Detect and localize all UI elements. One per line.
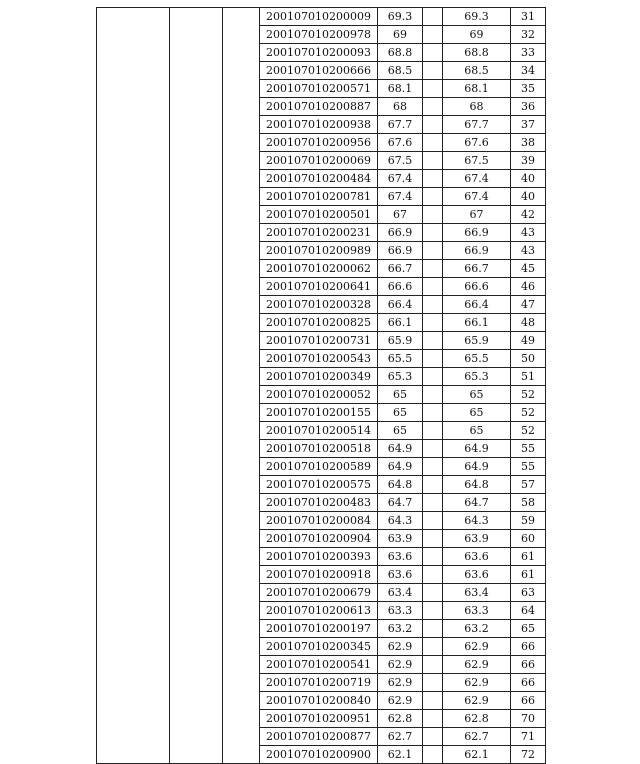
- candidate-id-cell: 200107010200543: [260, 350, 378, 368]
- blank-score-cell: [423, 638, 443, 656]
- score-cell: 67: [378, 206, 423, 224]
- candidate-id-cell: 200107010200781: [260, 188, 378, 206]
- score-cell: 63.6: [378, 548, 423, 566]
- score-cell: 68.8: [378, 44, 423, 62]
- total-score-cell: 64.9: [443, 458, 511, 476]
- candidate-id-cell: 200107010200197: [260, 620, 378, 638]
- blank-score-cell: [423, 170, 443, 188]
- blank-score-cell: [423, 80, 443, 98]
- rank-cell: 71: [511, 728, 546, 746]
- rank-cell: 34: [511, 62, 546, 80]
- blank-score-cell: [423, 44, 443, 62]
- score-cell: 63.4: [378, 584, 423, 602]
- candidate-id-cell: 200107010200349: [260, 368, 378, 386]
- blank-score-cell: [423, 98, 443, 116]
- rank-cell: 52: [511, 386, 546, 404]
- score-cell: 67.4: [378, 188, 423, 206]
- candidate-id-cell: 200107010200483: [260, 494, 378, 512]
- candidate-id-cell: 200107010200069: [260, 152, 378, 170]
- table-row: [97, 8, 546, 26]
- rank-cell: 57: [511, 476, 546, 494]
- blank-score-cell: [423, 602, 443, 620]
- rank-cell: 64: [511, 602, 546, 620]
- total-score-cell: 68.8: [443, 44, 511, 62]
- candidate-id-cell: 200107010200666: [260, 62, 378, 80]
- total-score-cell: 63.6: [443, 548, 511, 566]
- score-cell: 63.2: [378, 620, 423, 638]
- score-cell: 65: [378, 404, 423, 422]
- blank-score-cell: [423, 206, 443, 224]
- blank-score-cell: [423, 296, 443, 314]
- rank-cell: 31: [511, 8, 546, 26]
- total-score-cell: 65.9: [443, 332, 511, 350]
- score-cell: 66.9: [378, 224, 423, 242]
- score-cell: 67.6: [378, 134, 423, 152]
- total-score-cell: 66.9: [443, 224, 511, 242]
- total-score-cell: 62.9: [443, 692, 511, 710]
- candidate-id-cell: 200107010200951: [260, 710, 378, 728]
- total-score-cell: 66.7: [443, 260, 511, 278]
- total-score-cell: 65: [443, 386, 511, 404]
- score-cell: 63.3: [378, 602, 423, 620]
- score-cell: 63.9: [378, 530, 423, 548]
- total-score-cell: 69: [443, 26, 511, 44]
- blank-score-cell: [423, 62, 443, 80]
- score-cell: 64.9: [378, 458, 423, 476]
- candidate-id-cell: 200107010200840: [260, 692, 378, 710]
- blank-score-cell: [423, 692, 443, 710]
- rank-cell: 55: [511, 458, 546, 476]
- candidate-id-cell: 200107010200518: [260, 440, 378, 458]
- rank-cell: 72: [511, 746, 546, 764]
- candidate-id-cell: 200107010200904: [260, 530, 378, 548]
- blank-score-cell: [423, 152, 443, 170]
- score-cell: 65: [378, 422, 423, 440]
- rank-cell: 50: [511, 350, 546, 368]
- blank-score-cell: [423, 350, 443, 368]
- candidate-id-cell: 200107010200575: [260, 476, 378, 494]
- score-cell: 66.4: [378, 296, 423, 314]
- rank-cell: 65: [511, 620, 546, 638]
- total-score-cell: 64.9: [443, 440, 511, 458]
- candidate-id-cell: 200107010200978: [260, 26, 378, 44]
- total-score-cell: 63.2: [443, 620, 511, 638]
- rank-cell: 48: [511, 314, 546, 332]
- blank-score-cell: [423, 404, 443, 422]
- total-score-cell: 62.9: [443, 656, 511, 674]
- blank-score-cell: [423, 440, 443, 458]
- rank-cell: 43: [511, 224, 546, 242]
- blank-score-cell: [423, 674, 443, 692]
- total-score-cell: 67.7: [443, 116, 511, 134]
- blank-score-cell: [423, 530, 443, 548]
- total-score-cell: 68: [443, 98, 511, 116]
- total-score-cell: 62.9: [443, 674, 511, 692]
- rank-cell: 52: [511, 404, 546, 422]
- candidate-id-cell: 200107010200641: [260, 278, 378, 296]
- rank-cell: 36: [511, 98, 546, 116]
- total-score-cell: 64.8: [443, 476, 511, 494]
- rank-cell: 40: [511, 188, 546, 206]
- score-cell: 64.8: [378, 476, 423, 494]
- score-cell: 67.7: [378, 116, 423, 134]
- candidate-id-cell: 200107010200501: [260, 206, 378, 224]
- rank-cell: 47: [511, 296, 546, 314]
- score-cell: 62.1: [378, 746, 423, 764]
- total-score-cell: 68.1: [443, 80, 511, 98]
- candidate-id-cell: 200107010200877: [260, 728, 378, 746]
- candidate-id-cell: 200107010200679: [260, 584, 378, 602]
- candidate-id-cell: 200107010200900: [260, 746, 378, 764]
- blank-score-cell: [423, 26, 443, 44]
- total-score-cell: 64.3: [443, 512, 511, 530]
- score-cell: 64.9: [378, 440, 423, 458]
- candidate-id-cell: 200107010200541: [260, 656, 378, 674]
- blank-score-cell: [423, 188, 443, 206]
- rank-cell: 61: [511, 548, 546, 566]
- rank-cell: 66: [511, 638, 546, 656]
- rank-cell: 51: [511, 368, 546, 386]
- blank-score-cell: [423, 8, 443, 26]
- total-score-cell: 65.3: [443, 368, 511, 386]
- rank-cell: 35: [511, 80, 546, 98]
- rank-cell: 66: [511, 692, 546, 710]
- merged-cell-1: [97, 8, 170, 764]
- rank-cell: 66: [511, 674, 546, 692]
- blank-score-cell: [423, 278, 443, 296]
- blank-score-cell: [423, 728, 443, 746]
- total-score-cell: 66.9: [443, 242, 511, 260]
- score-cell: 69.3: [378, 8, 423, 26]
- candidate-id-cell: 200107010200938: [260, 116, 378, 134]
- score-cell: 62.7: [378, 728, 423, 746]
- total-score-cell: 66.1: [443, 314, 511, 332]
- rank-cell: 61: [511, 566, 546, 584]
- score-cell: 68.5: [378, 62, 423, 80]
- blank-score-cell: [423, 512, 443, 530]
- rank-cell: 39: [511, 152, 546, 170]
- total-score-cell: 67.6: [443, 134, 511, 152]
- rank-cell: 43: [511, 242, 546, 260]
- total-score-cell: 62.1: [443, 746, 511, 764]
- total-score-cell: 65: [443, 404, 511, 422]
- candidate-id-cell: 200107010200052: [260, 386, 378, 404]
- candidate-id-cell: 200107010200887: [260, 98, 378, 116]
- score-cell: 67.5: [378, 152, 423, 170]
- candidate-id-cell: 200107010200989: [260, 242, 378, 260]
- total-score-cell: 69.3: [443, 8, 511, 26]
- candidate-id-cell: 200107010200231: [260, 224, 378, 242]
- blank-score-cell: [423, 224, 443, 242]
- score-cell: 65.5: [378, 350, 423, 368]
- blank-score-cell: [423, 386, 443, 404]
- candidate-id-cell: 200107010200155: [260, 404, 378, 422]
- total-score-cell: 65: [443, 422, 511, 440]
- total-score-cell: 63.4: [443, 584, 511, 602]
- total-score-cell: 62.7: [443, 728, 511, 746]
- blank-score-cell: [423, 620, 443, 638]
- total-score-cell: 65.5: [443, 350, 511, 368]
- candidate-id-cell: 200107010200589: [260, 458, 378, 476]
- score-cell: 68.1: [378, 80, 423, 98]
- score-cell: 65: [378, 386, 423, 404]
- blank-score-cell: [423, 476, 443, 494]
- blank-score-cell: [423, 422, 443, 440]
- rank-cell: 38: [511, 134, 546, 152]
- candidate-id-cell: 200107010200571: [260, 80, 378, 98]
- candidate-id-cell: 200107010200084: [260, 512, 378, 530]
- total-score-cell: 62.9: [443, 638, 511, 656]
- score-cell: 64.3: [378, 512, 423, 530]
- rank-cell: 42: [511, 206, 546, 224]
- score-cell: 67.4: [378, 170, 423, 188]
- blank-score-cell: [423, 566, 443, 584]
- rank-cell: 33: [511, 44, 546, 62]
- total-score-cell: 67: [443, 206, 511, 224]
- candidate-id-cell: 200107010200731: [260, 332, 378, 350]
- rank-cell: 52: [511, 422, 546, 440]
- candidate-id-cell: 200107010200613: [260, 602, 378, 620]
- rank-cell: 32: [511, 26, 546, 44]
- total-score-cell: 68.5: [443, 62, 511, 80]
- score-cell: 62.9: [378, 638, 423, 656]
- blank-score-cell: [423, 134, 443, 152]
- score-cell: 62.9: [378, 674, 423, 692]
- total-score-cell: 67.4: [443, 170, 511, 188]
- blank-score-cell: [423, 458, 443, 476]
- score-cell: 63.6: [378, 566, 423, 584]
- rank-cell: 70: [511, 710, 546, 728]
- rank-cell: 37: [511, 116, 546, 134]
- total-score-cell: 67.5: [443, 152, 511, 170]
- rank-cell: 45: [511, 260, 546, 278]
- candidate-id-cell: 200107010200393: [260, 548, 378, 566]
- score-cell: 69: [378, 26, 423, 44]
- total-score-cell: 64.7: [443, 494, 511, 512]
- rank-cell: 66: [511, 656, 546, 674]
- total-score-cell: 63.3: [443, 602, 511, 620]
- score-cell: 66.7: [378, 260, 423, 278]
- rank-cell: 49: [511, 332, 546, 350]
- score-cell: 68: [378, 98, 423, 116]
- merged-cell-2: [170, 8, 223, 764]
- rank-cell: 40: [511, 170, 546, 188]
- total-score-cell: 62.8: [443, 710, 511, 728]
- rank-cell: 63: [511, 584, 546, 602]
- candidate-id-cell: 200107010200328: [260, 296, 378, 314]
- score-cell: 65.3: [378, 368, 423, 386]
- score-table: [96, 7, 546, 764]
- blank-score-cell: [423, 116, 443, 134]
- rank-cell: 59: [511, 512, 546, 530]
- candidate-id-cell: 200107010200345: [260, 638, 378, 656]
- blank-score-cell: [423, 656, 443, 674]
- score-cell: 64.7: [378, 494, 423, 512]
- candidate-id-cell: 200107010200825: [260, 314, 378, 332]
- score-cell: 66.9: [378, 242, 423, 260]
- candidate-id-cell: 200107010200956: [260, 134, 378, 152]
- candidate-id-cell: 200107010200484: [260, 170, 378, 188]
- candidate-id-cell: 200107010200514: [260, 422, 378, 440]
- score-cell: 62.9: [378, 692, 423, 710]
- candidate-id-cell: 200107010200719: [260, 674, 378, 692]
- candidate-id-cell: 200107010200062: [260, 260, 378, 278]
- score-cell: 62.9: [378, 656, 423, 674]
- blank-score-cell: [423, 548, 443, 566]
- candidate-id-cell: 200107010200918: [260, 566, 378, 584]
- blank-score-cell: [423, 584, 443, 602]
- candidate-id-cell: 200107010200009: [260, 8, 378, 26]
- score-cell: 66.1: [378, 314, 423, 332]
- total-score-cell: 66.4: [443, 296, 511, 314]
- merged-cell-3: [223, 8, 260, 764]
- rank-cell: 58: [511, 494, 546, 512]
- rank-cell: 46: [511, 278, 546, 296]
- blank-score-cell: [423, 242, 443, 260]
- rank-cell: 60: [511, 530, 546, 548]
- score-cell: 62.8: [378, 710, 423, 728]
- blank-score-cell: [423, 260, 443, 278]
- blank-score-cell: [423, 494, 443, 512]
- candidate-id-cell: 200107010200093: [260, 44, 378, 62]
- blank-score-cell: [423, 332, 443, 350]
- score-table-body: [97, 8, 546, 764]
- total-score-cell: 63.6: [443, 566, 511, 584]
- score-cell: 66.6: [378, 278, 423, 296]
- total-score-cell: 67.4: [443, 188, 511, 206]
- score-cell: 65.9: [378, 332, 423, 350]
- total-score-cell: 66.6: [443, 278, 511, 296]
- rank-cell: 55: [511, 440, 546, 458]
- blank-score-cell: [423, 368, 443, 386]
- blank-score-cell: [423, 710, 443, 728]
- blank-score-cell: [423, 314, 443, 332]
- total-score-cell: 63.9: [443, 530, 511, 548]
